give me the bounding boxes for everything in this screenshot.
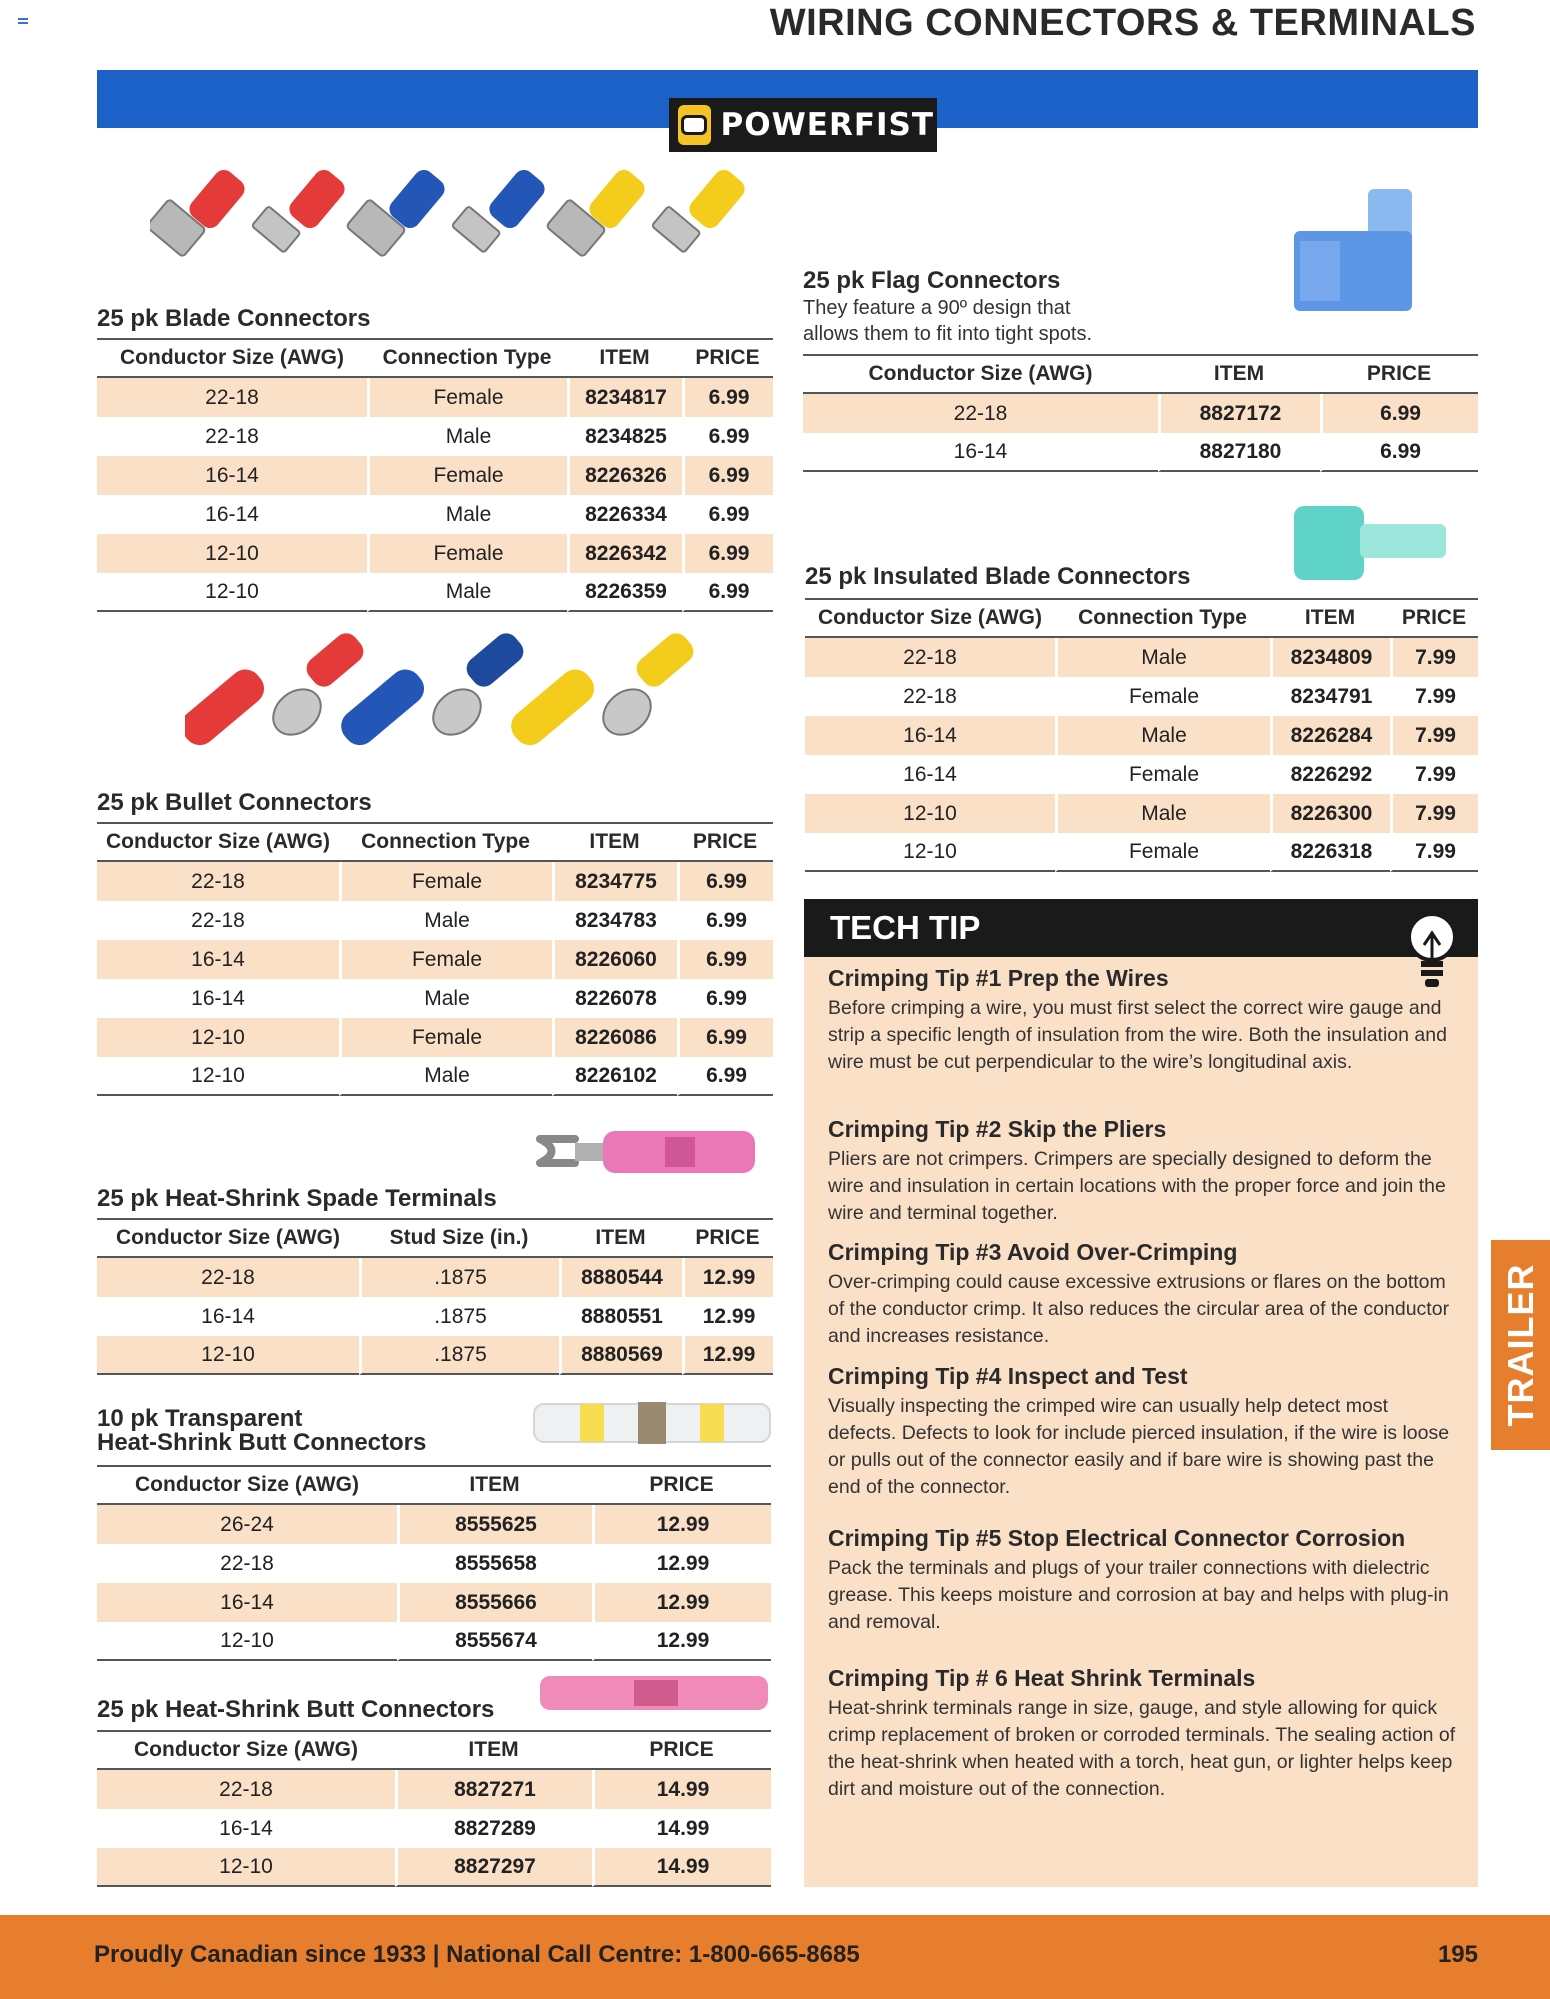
flag-connector-image (1290, 185, 1430, 315)
cell-type: Female (367, 534, 567, 573)
cell-size: 16-14 (803, 433, 1158, 472)
table-row (97, 1297, 773, 1336)
table-row (97, 979, 773, 1018)
tech-tip-1 (828, 965, 1458, 1076)
cell-item: 8234809 (1270, 638, 1390, 677)
cell-price: 6.99 (682, 417, 773, 456)
cell-item: 8226078 (552, 979, 677, 1018)
cell-price: 12.99 (682, 1297, 773, 1336)
table-row (97, 534, 773, 573)
footer (0, 1915, 1550, 1999)
cell-size: 16-14 (201, 1304, 255, 1328)
blade-connector-red-female (150, 166, 249, 257)
heat-shrink-butt-table (97, 1730, 771, 1887)
cell-item: 8880544 (559, 1258, 682, 1297)
table-row (97, 417, 773, 456)
section-tab-label: TRAILER (1499, 1263, 1541, 1427)
cell-item: 8827297 (395, 1848, 592, 1887)
cell-item: 8880569 (559, 1336, 682, 1375)
transparent-butt-connector-image (532, 1398, 772, 1448)
column-header: PRICE (1320, 354, 1478, 394)
corner-mark (18, 18, 28, 24)
cell-price: 7.99 (1390, 677, 1478, 716)
blade-connectors-title: 25 pk Blade Connectors (97, 305, 371, 332)
column-header: PRICE (677, 822, 773, 862)
bullet-connectors-title: 25 pk Bullet Connectors (97, 789, 372, 816)
column-header: ITEM (559, 1218, 682, 1258)
cell-price: 6.99 (682, 534, 773, 573)
table-row (803, 394, 1478, 433)
cell-size: 16-14 (191, 986, 245, 1010)
cell-price: 6.99 (677, 1057, 773, 1096)
brand-name: POWERFIST (720, 107, 934, 143)
cell-stud: .1875 (359, 1297, 559, 1336)
spade-terminal-image (535, 1125, 760, 1185)
cell-price: 6.99 (682, 495, 773, 534)
cell-price: 6.99 (677, 862, 773, 901)
bullet-connector-blue-female (335, 663, 431, 752)
cell-price: 6.99 (677, 901, 773, 940)
transparent-butt-title-line2: Heat-Shrink Butt Connectors (97, 1429, 427, 1456)
heat-shrink-butt-connector-image (538, 1670, 770, 1716)
cell-item: 8234791 (1270, 677, 1390, 716)
tip-body: Heat-shrink terminals range in size, gauge, and style allowing for quick crimp replacement of broken or corroded terminals. The sealing action of the heat-shrink when heated with a torch, heat gun, or lighter helps keep dirt and moisture out of the connection. (828, 1697, 1456, 1800)
table-row (97, 1505, 771, 1544)
table-header-row (97, 1218, 773, 1258)
column-header: PRICE (592, 1730, 771, 1770)
blade-connector-red-male (252, 166, 349, 253)
cell-item: 8226300 (1270, 794, 1390, 833)
cell-size: 12-10 (97, 1336, 359, 1375)
table-row (97, 1018, 773, 1057)
cell-size: 16-14 (219, 1816, 273, 1840)
cell-item: 8555625 (397, 1505, 592, 1544)
page-number: 195 (1437, 1941, 1478, 1968)
tip-body: Before crimping a wire, you must first select the correct wire gauge and strip a specific length of insulation from the wire. Both the insulation and wire must be cut perpendicular to the wire’s longitudinal axis. (828, 997, 1447, 1073)
cell-size: 22-18 (803, 394, 1158, 433)
cell-item: 8234817 (567, 378, 682, 417)
table-header-row (97, 338, 773, 378)
cell-type: Female (339, 940, 552, 979)
table-row (805, 755, 1478, 794)
table-row (97, 495, 773, 534)
powerfist-logo (669, 98, 937, 152)
tip-body: Pack the terminals and plugs of your trailer connections with dielectric grease. This keeps moisture and corrosion at bay and helps with plug-in and removal. (828, 1557, 1449, 1633)
insulated-blade-table (805, 598, 1478, 872)
tech-tip-4 (828, 1363, 1458, 1501)
cell-price: 6.99 (1320, 394, 1478, 433)
column-header: PRICE (1390, 598, 1478, 638)
column-header: ITEM (1158, 354, 1320, 394)
cell-type: Male (367, 495, 567, 534)
table-row (97, 1770, 771, 1809)
table-header-row (97, 1730, 771, 1770)
cell-type: Male (367, 573, 567, 612)
flag-connectors-desc-line1: They feature a 90º design that (803, 297, 1071, 319)
cell-item: 8226060 (552, 940, 677, 979)
cell-size: 16-14 (205, 502, 259, 526)
cell-size: 16-14 (97, 940, 339, 979)
tech-tip-2 (828, 1116, 1458, 1227)
cell-price: 7.99 (1390, 638, 1478, 677)
blade-connectors-table (97, 338, 773, 612)
cell-item: 8226326 (567, 456, 682, 495)
tech-tip-header: TECH TIP (804, 899, 1478, 957)
cell-size: 16-14 (97, 456, 367, 495)
cell-size: 12-10 (97, 534, 367, 573)
cell-type: Male (1055, 638, 1270, 677)
heat-shrink-butt-title: 25 pk Heat-Shrink Butt Connectors (97, 1696, 495, 1723)
table-row (97, 573, 773, 612)
insulated-blade-connector-image (1290, 500, 1448, 586)
table-row (97, 378, 773, 417)
cell-size: 12-10 (97, 573, 367, 612)
cell-item: 8234783 (552, 901, 677, 940)
cell-item: 8234775 (552, 862, 677, 901)
blade-connectors-image (150, 160, 770, 300)
cell-price: 12.99 (592, 1505, 771, 1544)
cell-type: Female (339, 862, 552, 901)
cell-price: 6.99 (677, 979, 773, 1018)
cell-item: 8827271 (395, 1770, 592, 1809)
tip-body: Visually inspecting the crimped wire can usually help detect most defects. Defects to look for include pierced insulation, if the wire is loose or pulls out of the connector easily and if bare wire is showing past the end of the connector. (828, 1395, 1450, 1498)
table-header-row (803, 354, 1478, 394)
cell-item: 8226342 (567, 534, 682, 573)
flag-connectors-title: 25 pk Flag Connectors (803, 267, 1061, 294)
cell-size: 22-18 (97, 1770, 395, 1809)
cell-price: 14.99 (592, 1770, 771, 1809)
cell-type: Male (1055, 794, 1270, 833)
bullet-connectors-image (185, 630, 775, 760)
bullet-connectors-table (97, 822, 773, 1096)
section-tab-trailer[interactable] (1491, 1240, 1550, 1450)
cell-item: 8226292 (1270, 755, 1390, 794)
flag-connectors-desc-line2: allows them to fit into tight spots. (803, 323, 1093, 345)
cell-price: 14.99 (592, 1848, 771, 1887)
tip-body: Pliers are not crimpers. Crimpers are specially designed to deform the wire and insulation in certain locations with the proper force and join the wire and terminal together. (828, 1148, 1446, 1224)
column-header: PRICE (682, 1218, 773, 1258)
cell-price: 7.99 (1390, 833, 1478, 872)
column-header: Conductor Size (AWG) (97, 1465, 397, 1505)
tip-body: Over-crimping could cause excessive extrusions or flares on the bottom of the conductor crimp. It also reduces the circular area of the conductor and increases resistance. (828, 1271, 1450, 1347)
cell-item: 8226359 (567, 573, 682, 612)
cell-size: 22-18 (903, 684, 957, 708)
table-row (97, 1057, 773, 1096)
table-row (97, 1583, 771, 1622)
tech-tip-panel (804, 899, 1478, 1887)
cell-price: 7.99 (1390, 794, 1478, 833)
tech-tip-3 (828, 1239, 1458, 1350)
cell-item: 8555666 (397, 1583, 592, 1622)
cell-price: 6.99 (1320, 433, 1478, 472)
cell-type: Female (339, 1018, 552, 1057)
cell-stud: .1875 (359, 1258, 559, 1297)
cell-type: Male (367, 417, 567, 456)
cell-price: 6.99 (677, 1018, 773, 1057)
table-row (805, 638, 1478, 677)
column-header: Connection Type (1055, 598, 1270, 638)
cell-price: 7.99 (1390, 716, 1478, 755)
spade-terminals-title: 25 pk Heat-Shrink Spade Terminals (97, 1185, 497, 1212)
table-row (97, 1848, 771, 1887)
tip-title: Crimping Tip #4 Inspect and Test (828, 1363, 1188, 1389)
table-row (805, 677, 1478, 716)
cell-item: 8880551 (559, 1297, 682, 1336)
column-header: ITEM (395, 1730, 592, 1770)
tip-title: Crimping Tip #1 Prep the Wires (828, 965, 1169, 991)
cell-type: Female (1055, 755, 1270, 794)
table-row (97, 1622, 771, 1661)
cell-size: 12-10 (97, 1057, 339, 1096)
cell-price: 6.99 (682, 456, 773, 495)
cell-price: 6.99 (682, 378, 773, 417)
table-header-row (97, 822, 773, 862)
cell-price: 7.99 (1390, 755, 1478, 794)
tip-title: Crimping Tip # 6 Heat Shrink Terminals (828, 1665, 1256, 1691)
cell-price: 12.99 (592, 1622, 771, 1661)
transparent-butt-table (97, 1465, 771, 1661)
blade-connector-blue-female (346, 166, 449, 257)
table-row (805, 833, 1478, 872)
column-header: Connection Type (367, 338, 567, 378)
cell-size: 12-10 (97, 1848, 395, 1887)
tip-title: Crimping Tip #2 Skip the Pliers (828, 1116, 1167, 1142)
cell-size: 22-18 (97, 378, 367, 417)
table-row (97, 862, 773, 901)
cell-size: 12-10 (97, 1622, 397, 1661)
cell-stud: .1875 (359, 1336, 559, 1375)
column-header: Conductor Size (AWG) (97, 338, 367, 378)
cell-item: 8226086 (552, 1018, 677, 1057)
table-row (97, 1544, 771, 1583)
cell-size: 22-18 (97, 862, 339, 901)
cell-price: 6.99 (682, 573, 773, 612)
bullet-connector-yellow-female (505, 663, 601, 752)
table-header-row (97, 1465, 771, 1505)
cell-type: Male (1055, 716, 1270, 755)
table-row (97, 1336, 773, 1375)
tip-title: Crimping Tip #5 Stop Electrical Connector Corrosion (828, 1525, 1406, 1551)
cell-price: 6.99 (677, 940, 773, 979)
column-header: ITEM (397, 1465, 592, 1505)
cell-type: Male (339, 901, 552, 940)
insulated-blade-title: 25 pk Insulated Blade Connectors (805, 563, 1191, 590)
cell-price: 14.99 (592, 1809, 771, 1848)
blade-connector-blue-male (452, 166, 549, 253)
tip-title: Crimping Tip #3 Avoid Over-Crimping (828, 1239, 1238, 1265)
cell-price: 12.99 (682, 1258, 773, 1297)
column-header: Conductor Size (AWG) (97, 1730, 395, 1770)
cell-size: 22-18 (191, 908, 245, 932)
footer-text: Proudly Canadian since 1933 | National Call Centre: 1-800-665-8685 (94, 1941, 860, 1968)
cell-item: 8226334 (567, 495, 682, 534)
column-header: Connection Type (339, 822, 552, 862)
column-header: Conductor Size (AWG) (97, 822, 339, 862)
cell-type: Male (339, 1057, 552, 1096)
column-header: Conductor Size (AWG) (97, 1218, 359, 1258)
cell-size: 22-18 (220, 1551, 274, 1575)
transparent-butt-title-line1: 10 pk Transparent (97, 1405, 303, 1432)
column-header: PRICE (682, 338, 773, 378)
cell-size: 26-24 (97, 1505, 397, 1544)
cell-item: 8827172 (1158, 394, 1320, 433)
spade-terminals-table (97, 1218, 773, 1375)
cell-type: Female (367, 456, 567, 495)
page-title: WIRING CONNECTORS & TERMINALS (769, 2, 1476, 44)
tech-tip-6 (828, 1665, 1458, 1803)
column-header: ITEM (1270, 598, 1390, 638)
cell-item: 8234825 (567, 417, 682, 456)
flag-connectors-table (803, 354, 1478, 472)
cell-size: 12-10 (805, 833, 1055, 872)
cell-item: 8226102 (552, 1057, 677, 1096)
cell-size: 12-10 (805, 794, 1055, 833)
table-header-row (805, 598, 1478, 638)
cell-price: 12.99 (592, 1583, 771, 1622)
column-header: ITEM (552, 822, 677, 862)
table-row (97, 1258, 773, 1297)
cell-size: 16-14 (97, 1583, 397, 1622)
column-header: PRICE (592, 1465, 771, 1505)
cell-item: 8226318 (1270, 833, 1390, 872)
cell-size: 22-18 (805, 638, 1055, 677)
cell-size: 12-10 (97, 1018, 339, 1057)
cell-item: 8555658 (397, 1544, 592, 1583)
table-row (97, 1809, 771, 1848)
blade-connector-yellow-female (546, 166, 649, 257)
bullet-connector-yellow-male (594, 630, 698, 744)
cell-item: 8827180 (1158, 433, 1320, 472)
fist-icon (678, 105, 711, 145)
table-row (97, 456, 773, 495)
table-row (803, 433, 1478, 472)
table-row (805, 716, 1478, 755)
column-header: Conductor Size (AWG) (803, 354, 1158, 394)
tech-tip-5 (828, 1525, 1458, 1636)
cell-size: 22-18 (205, 424, 259, 448)
cell-price: 12.99 (592, 1544, 771, 1583)
cell-price: 12.99 (682, 1336, 773, 1375)
bullet-connector-red-female (185, 663, 271, 752)
column-header: Conductor Size (AWG) (805, 598, 1055, 638)
cell-size: 16-14 (805, 716, 1055, 755)
column-header: ITEM (567, 338, 682, 378)
cell-type: Female (1055, 833, 1270, 872)
cell-type: Female (1055, 677, 1270, 716)
cell-size: 22-18 (97, 1258, 359, 1297)
cell-size: 16-14 (903, 762, 957, 786)
column-header: Stud Size (in.) (359, 1218, 559, 1258)
table-row (97, 940, 773, 979)
cell-type: Female (367, 378, 567, 417)
cell-item: 8555674 (397, 1622, 592, 1661)
cell-item: 8827289 (395, 1809, 592, 1848)
table-row (805, 794, 1478, 833)
cell-type: Male (339, 979, 552, 1018)
cell-item: 8226284 (1270, 716, 1390, 755)
blade-connector-yellow-male (652, 166, 749, 253)
table-row (97, 901, 773, 940)
